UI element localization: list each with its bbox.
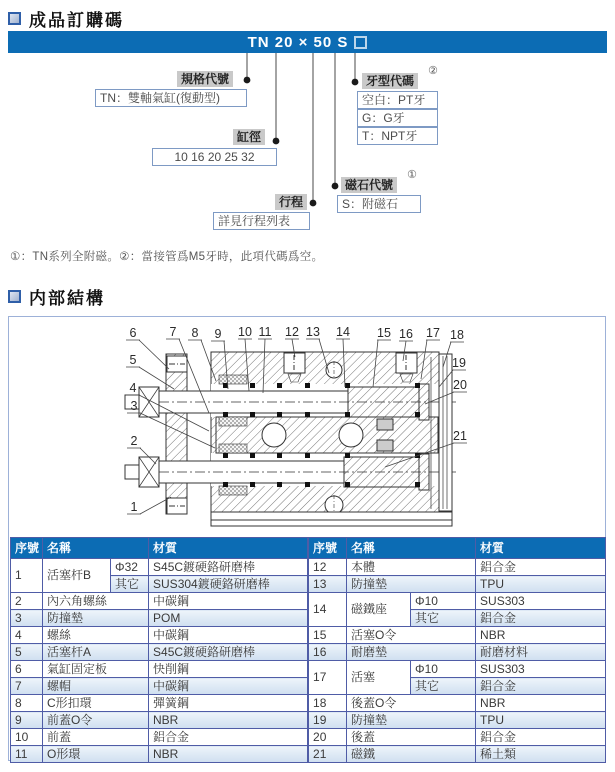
table-cell: 20 bbox=[309, 729, 347, 746]
table-cell: C形扣環 bbox=[43, 695, 149, 712]
table-cell: 本體 bbox=[347, 559, 476, 576]
callout-number: 12 bbox=[285, 325, 299, 339]
table-cell: TPU bbox=[476, 576, 606, 593]
callout-number: 13 bbox=[306, 325, 320, 339]
table-cell: 14 bbox=[309, 593, 347, 627]
stroke-label: 行程 bbox=[275, 194, 307, 210]
table-cell: NBR bbox=[149, 712, 308, 729]
col-header-material: 材質 bbox=[149, 538, 308, 559]
table-row bbox=[309, 644, 606, 661]
table-cell: 前蓋 bbox=[43, 729, 149, 746]
table-cell: 鋁合金 bbox=[476, 678, 606, 695]
table-cell: 前蓋O令 bbox=[43, 712, 149, 729]
callout-number: 4 bbox=[129, 381, 137, 395]
callout-number: 16 bbox=[399, 327, 413, 341]
thread-footnote-mark: ② bbox=[428, 65, 438, 77]
magnet-code-value: S：附磁石 bbox=[337, 195, 421, 213]
section-title-ordering: 成品訂購碼 bbox=[29, 11, 124, 30]
table-cell: 3 bbox=[11, 610, 43, 627]
magnet-code-label: 磁石代號 bbox=[341, 177, 397, 193]
table-cell: 稀土類 bbox=[476, 746, 606, 763]
table-row bbox=[309, 627, 606, 644]
order-code-banner bbox=[8, 31, 607, 53]
table-cell: 7 bbox=[11, 678, 43, 695]
table-cell: 後蓋O令 bbox=[347, 695, 476, 712]
table-cell: O形環 bbox=[43, 746, 149, 763]
callout-number: 9 bbox=[214, 327, 222, 341]
table-cell: SUS303 bbox=[476, 661, 606, 678]
table-cell: 4 bbox=[11, 627, 43, 644]
bore-label: 缸徑 bbox=[233, 129, 265, 145]
table-row bbox=[11, 610, 308, 627]
table-cell: 彈簧鋼 bbox=[149, 695, 308, 712]
table-cell: 其它 bbox=[411, 678, 476, 695]
table-cell: 中碳鋼 bbox=[149, 593, 308, 610]
thread-code-label: 牙型代碼 bbox=[362, 73, 418, 89]
bore-value: 10 16 20 25 32 bbox=[152, 148, 277, 166]
col-header-no: 序號 bbox=[309, 538, 347, 559]
table-row bbox=[11, 695, 308, 712]
callout-number: 18 bbox=[450, 328, 464, 342]
fixing-plate bbox=[166, 354, 187, 514]
callout-number: 8 bbox=[191, 326, 199, 340]
table-cell: TPU bbox=[476, 712, 606, 729]
callout-number: 21 bbox=[453, 429, 467, 443]
callout-number: 11 bbox=[258, 325, 272, 339]
col-header-name: 名稱 bbox=[43, 538, 149, 559]
table-cell: 活塞杆A bbox=[43, 644, 149, 661]
table-cell: 磁鐵 bbox=[347, 746, 476, 763]
table-row bbox=[11, 559, 308, 576]
table-row bbox=[309, 729, 606, 746]
table-cell: 13 bbox=[309, 576, 347, 593]
table-cell: 螺絲 bbox=[43, 627, 149, 644]
table-cell: 鋁合金 bbox=[149, 729, 308, 746]
parts-table-left bbox=[10, 537, 308, 763]
table-row bbox=[11, 678, 308, 695]
table-cell: 鋁合金 bbox=[476, 729, 606, 746]
table-cell: 8 bbox=[11, 695, 43, 712]
callout-number: 14 bbox=[336, 325, 350, 339]
body-hole bbox=[262, 423, 286, 447]
section-bullet-icon bbox=[8, 12, 21, 25]
table-cell: 防撞墊 bbox=[347, 576, 476, 593]
spec-code-value: TN：雙軸氣缸(復動型) bbox=[95, 89, 247, 107]
callout-number: 3 bbox=[130, 399, 138, 413]
stroke-value: 詳見行程列表 bbox=[213, 212, 310, 230]
table-row bbox=[309, 559, 606, 576]
col-header-name: 名稱 bbox=[347, 538, 476, 559]
parts-table-right bbox=[308, 537, 606, 763]
magnet-block bbox=[377, 419, 393, 430]
rear-cover bbox=[439, 354, 452, 511]
table-cell: 15 bbox=[309, 627, 347, 644]
thread-option-npt: T：NPT牙 bbox=[357, 127, 438, 145]
table-cell: NBR bbox=[476, 695, 606, 712]
table-cell: 12 bbox=[309, 559, 347, 576]
table-cell: 鋁合金 bbox=[476, 610, 606, 627]
table-cell: 6 bbox=[11, 661, 43, 678]
magnet-seat-block bbox=[216, 417, 438, 453]
table-cell: 活塞杆B bbox=[43, 559, 111, 593]
callout-number: 2 bbox=[130, 434, 138, 448]
table-cell: Φ32 bbox=[111, 559, 149, 576]
thread-code-blank-box-icon bbox=[354, 36, 367, 49]
table-row bbox=[11, 729, 308, 746]
callout-number: 20 bbox=[453, 378, 467, 392]
table-row bbox=[309, 746, 606, 763]
table-cell: 螺帽 bbox=[43, 678, 149, 695]
thread-option-pt: 空白：PT牙 bbox=[357, 91, 438, 109]
table-row bbox=[309, 661, 606, 678]
table-cell: 其它 bbox=[411, 610, 476, 627]
table-cell: 1 bbox=[11, 559, 43, 593]
table-cell: 中碳鋼 bbox=[149, 627, 308, 644]
table-row bbox=[11, 661, 308, 678]
table-cell: 後蓋 bbox=[347, 729, 476, 746]
table-cell: 快削鋼 bbox=[149, 661, 308, 678]
table-cell: 中碳鋼 bbox=[149, 678, 308, 695]
magnet-block bbox=[377, 440, 393, 451]
table-row bbox=[11, 712, 308, 729]
table-row bbox=[309, 712, 606, 729]
section-header-structure bbox=[8, 284, 105, 309]
table-cell: NBR bbox=[476, 627, 606, 644]
table-cell: Φ10 bbox=[411, 593, 476, 610]
table-cell: 耐磨材料 bbox=[476, 644, 606, 661]
table-row bbox=[309, 593, 606, 610]
cylinder-cross-section-diagram bbox=[9, 317, 606, 533]
section-header-ordering bbox=[8, 6, 124, 31]
table-cell: POM bbox=[149, 610, 308, 627]
table-row bbox=[11, 593, 308, 610]
table-cell: 19 bbox=[309, 712, 347, 729]
col-header-no: 序號 bbox=[11, 538, 43, 559]
magnet-footnote-mark: ① bbox=[407, 169, 417, 181]
order-code-text: TN 20 × 50 S bbox=[247, 33, 349, 51]
section-title-structure: 内部結構 bbox=[29, 289, 105, 308]
table-cell: S45C鍍硬鉻研磨棒 bbox=[149, 559, 308, 576]
table-cell: 防撞墊 bbox=[347, 712, 476, 729]
table-cell: 活塞 bbox=[347, 661, 411, 695]
callout-number: 1 bbox=[130, 500, 138, 514]
bottom-rail bbox=[211, 520, 452, 526]
parts-material-tables bbox=[10, 537, 605, 763]
table-cell: S45C鍍硬鉻研磨棒 bbox=[149, 644, 308, 661]
table-row bbox=[309, 576, 606, 593]
callout-number: 7 bbox=[169, 325, 177, 339]
section-bullet-icon bbox=[8, 290, 21, 303]
table-cell: 防撞墊 bbox=[43, 610, 149, 627]
callout-number: 6 bbox=[129, 326, 137, 340]
table-cell: 10 bbox=[11, 729, 43, 746]
table-cell: 磁鐵座 bbox=[347, 593, 411, 627]
callout-number: 10 bbox=[238, 325, 252, 339]
col-header-material: 材質 bbox=[476, 538, 606, 559]
table-cell: 16 bbox=[309, 644, 347, 661]
callout-number: 19 bbox=[452, 356, 466, 370]
table-cell: 活塞O令 bbox=[347, 627, 476, 644]
table-cell: 氣缸固定板 bbox=[43, 661, 149, 678]
table-cell: 耐磨墊 bbox=[347, 644, 476, 661]
table-cell: 其它 bbox=[111, 576, 149, 593]
table-row bbox=[309, 695, 606, 712]
spec-code-label: 規格代號 bbox=[177, 71, 233, 87]
ordering-footnote: ①：TN系列全附磁。②：當接管爲M5牙時，此項代碼爲空。 bbox=[10, 251, 324, 263]
table-cell: 2 bbox=[11, 593, 43, 610]
table-cell: 18 bbox=[309, 695, 347, 712]
table-cell: 11 bbox=[11, 746, 43, 763]
table-row bbox=[11, 746, 308, 763]
body-hole bbox=[339, 423, 363, 447]
table-cell: 鋁合金 bbox=[476, 559, 606, 576]
table-cell: NBR bbox=[149, 746, 308, 763]
table-cell: 21 bbox=[309, 746, 347, 763]
table-cell: 5 bbox=[11, 644, 43, 661]
bottom-rail bbox=[211, 512, 452, 520]
table-row bbox=[11, 627, 308, 644]
table-cell: 內六角螺絲 bbox=[43, 593, 149, 610]
callout-number: 5 bbox=[129, 353, 137, 367]
table-cell: Φ10 bbox=[411, 661, 476, 678]
table-cell: 9 bbox=[11, 712, 43, 729]
thread-option-g: G：G牙 bbox=[357, 109, 438, 127]
table-cell: SUS303 bbox=[476, 593, 606, 610]
internal-structure-panel bbox=[8, 316, 606, 761]
table-row bbox=[11, 644, 308, 661]
table-cell: 17 bbox=[309, 661, 347, 695]
callout-number: 17 bbox=[426, 326, 440, 340]
callout-number: 15 bbox=[377, 326, 391, 340]
table-cell: SUS304鍍硬鉻研磨棒 bbox=[149, 576, 308, 593]
